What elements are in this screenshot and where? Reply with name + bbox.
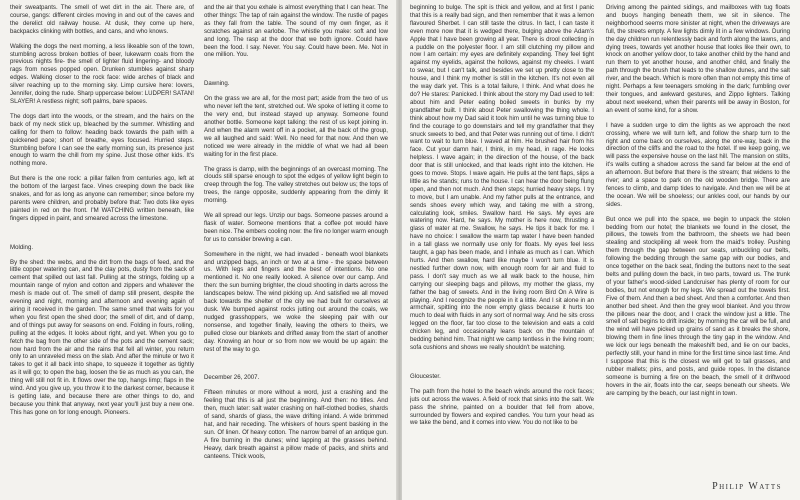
text-column-1	[10, 4, 194, 424]
paragraph: But once we pull into the space, we begin to unpack the stolen bedding from our hotel; the blankets we found in the closet, the pillows, the towels from the bathroom, the sheets we had been stealing and stockpiling all week from the maid's trolley. Pushing them through the gap between our seats, unbuckling our belts, following the bedding through the same gap with our bodies, and once together on the back seat, finding the buttons next to the seat belts and pulling down the back, in two parts, toward us. The trunk of your father's wood-sided Landcruiser has plenty of room for our bodies, but not enough for my legs. We spread out the towels first. Five of them. And then a bed sheet. And then a comforter. And then another bed sheet. And then the grey wool blanket. And you throw the pillows near the door, and I crack the window just a little. The smell of salt begins to drift inside; by morning the car will be full, and the wind will have picked up grains of sand as it breaks the shore, blowing them in fine lines through the tiny gap in the window. And we kick our legs beneath the makeshift bed, and lie on our backs, perfectly still, your hand in mine for the first time since last time. And I suppose that this is the closest we will get to tall grasses, and rubber mallets; pins, and posts, and guide ropes. In the distance someone is burning a fire on the beach, the smell of it driftwood hovers in the air, floats into the car, seeps beneath our sheets. We are camping by the beach, our last night in town.	[606, 215, 790, 397]
author-footer: Philip Watts	[712, 481, 782, 492]
paragraph: The dogs dart into the woods, or the stream, and the hairs on the back of my neck stick up, bleached by the summer. Whistling and calling for them to follow: heading back towards the path with a quickened pace; short of breathe, eyes focused. Hurried steps. Stumbling before I can see the early morning sun, its presence just enough to warm the chill from my spine. Just those other kids. It's nothing more.	[10, 112, 194, 168]
left-page	[0, 0, 398, 500]
paragraph: December 26, 2007.	[204, 374, 260, 382]
paragraph: On the grass we are all, for the most part; aside from the two of us who never left the tent, stretched out. We spoke of letting it come to the very end, but instead stayed up anyway. Someone found another bottle. Someone kept talking: the rest of us kept joining in. And when the alarm went off in a pocket, all the back of the group, we all laughed and said: Well. No need for that now. And then we noticed we were already in the middle of what we had all been waiting for in the first place.	[204, 95, 388, 158]
paragraph: I have a sudden urge to dim the lights as we approach the next crossing, where we will turn left, and follow the sharp turn to the right and come back on ourselves, along the one-way, back in the direction of the cliffs and the road to the hotel. If we keep going, we will pass the expensive house on the last hill. The mansion on stilts, it's walls cutting a shadow across the sand far below at the end of an afternoon. But before that there is the stream; that widens to the river; and a space to park on the old wooden bridge. There are fences to climb, and damp tides to navigate. And then we will be at the ocean. We will be shoeless; our ankles cool, our hands by our sides.	[606, 121, 790, 208]
paragraph: Dawning.	[204, 80, 230, 88]
text-column-3	[410, 4, 594, 434]
paragraph: The path from the hotel to the beach winds around the rock faces; juts out across the waves. A field of rock that sinks into the salt. We pass the shrine, painted on a boulder that fell from above, surrounded by flowers and expired candles. You turn your head as we take the bend, and it comes into view. You do not like to be	[410, 387, 594, 427]
paragraph: and the air that you exhale is almost everything that I can hear. The other things: The tap of rain against the window. The rustle of pages as they fall from the table. The sound of my own finger, as it scratches against an earlobe. The whistle you make: soft and low and long. The rasp at the door that we both ignore. Could have been the food. I say. Never. You say. Could have been. Me. Not in one million. You.	[204, 4, 388, 59]
paragraph: Fifteen minutes or more without a word, just a crashing and the feeling that this is all just the beginning. And then: no titles. And then, much later: salt water crashing on half-clothed bodies, shards of sand, shards of glass, the wave drifting inland. A wide brimmed hat, and hair receding. The whiskers of hours spent basking in the sun. Of linen. Of heavy cotton. The narrow barrel of an antique gun. A fire burning in the dunes; wind lapping at the grasses behind. Heavy, dark breath against a pillow made of packs, and shirts and canteens. Thick wools,	[204, 389, 388, 460]
paragraph	[204, 66, 388, 73]
right-page	[402, 0, 800, 500]
paragraph: Somewhere in the night, we had invaded - beneath wool blankets and unzipped bags, an inch or two at a time - the space between us. With legs and fingers and the best of intentions. No one mentioned it. No one really looked. A silence over our camp. And then: the sun burning brighter, the cloud shooting in darts across the landscapes below. The wind picking up. And satisfied we all moved back towards the shelter of the city we had built for ourselves at dusk. We bumped against rocks jutting out around the coals, we nudged grasshoppers, we woke the sleeping pair with our nonsense, and together finally, leaving the others to theirs, we pulled close our blankets and drifted away from the start of another day. Knowing an hour or so from now we would be up again: the rest of the way to go.	[204, 250, 388, 353]
text-column-2	[204, 4, 388, 468]
paragraph: Molding.	[10, 243, 34, 251]
paragraph	[10, 230, 194, 237]
paragraph	[410, 359, 594, 366]
text-column-4	[606, 4, 790, 405]
paragraph	[204, 360, 388, 367]
paragraph: The grass is damp, with the beginnings of an overcast morning. The clouds still sparse enough to spot the edges of yellow light begin to creep through the fog. The valley stretches out below us; the tops of trees, the range opposite, suddenly appearing from the dimly lit morning.	[204, 165, 388, 205]
paragraph: But there is the one rock: a pillar fallen from centuries ago, left at the bottom of the largest face. Vines creeping down the back like snakes, and for as long as anyone can remember; since before my parents were children, and probably before that: Two dots like eyes painted in red on the front. I'M WATCHING written beneath, like fingers dipped in paint, and smeared across the limestone.	[10, 175, 194, 222]
paragraph: By the shed: the webs, and the dirt from the bags of feed, and the little copper watering can, and the clay pots, dusty from the sack of cement that spilled out last fall. Pulling at the strings, folding up a mountain range of nylon and cotton and zippers and whatever the mesh is made out of. The smell of damp still present, despite the evening and night, morning and afternoon and evening again of airing it received in the garden. The same smell that waits for you when you first open the shed door; the smell of dirt, and of damp, and of things put away for seasons on end. Folding in fours, rolling, pulling at the edges. It looks about right, and yet. When you go to fetch the bag from the other side of the pots and the cement sack; now hard from the air and the rains that fell all winter, you return only to an unraveled mess on the slab. And after the minute or two it takes to get it all back into shape, to squeeze it together as tightly as it will go; to open the bag, loosen the tie as much as you can, the thing will still not fit in. It flows over the top, hangs limp; flaps in the wind. And you give up, you throw it to the darkest corner, because it is getting late, and because there are other things to do, and because you think that anyway, next year you'll just buy a new one. This has gone on for long enough. Pioneers.	[10, 258, 194, 416]
paragraph: beginning to bulge. The spit is thick and yellow, and at first I panic that this is a really bad sign, and then remember that it was a lemon flavoured Sherbet. I can still taste the citrus. In fact, I can taste it even more now that it is wedged there, bulging above the Adam's Apple that I have been growing all year. There is drool collecting in a puddle on the polyester floor. I am still clutching my pillow and now I am certain: my eyes are definitely expanding. They feel tight against my eyelids, against the hollows, against my cheeks. I want to swear, but I can't talk, and besides we set up pretty close to the house, and I think my mother is still in the kitchen. It's not even all the way dark yet. This is a total failure, I think. And what does he do? He stares: Panicked. I think about the story my Dad used to tell: about him and Peter eating boiled sweets in bunks by my grandfather built. I think about Peter swallowing the thing whole. I think about how my Dad said it took him until he was turning blue to find the courage to go downstairs and tell my grandfather that they snuck sweets to bed, and that Peter was running out of time. I didn't want to wait to turn blue. I waved at him. He brushed hair from his face. Cut your damn hair, I think, in my head, in rage. He looks helpless. I wave again; in the direction of the house, of the back door that is still unlocked, and that leads right into the kitchen. He goes to move. Stops. I wave again. He pulls at the tent flaps, slips a little as he stands; runs to the house. I can hear the door being flung open, and then not much. And then steps; hurried heavy steps. I try to move, but I am unable. And my father pulls at the entrance, and sends shoes every which way, and taking me with a strong, calculating look, smiles. Swallow hard. He says. My eyes are watering now. Hard, he says. My mother is here now, thrusting a glass of water at me. Swallow, he says. He tips it back for me. I have no choice: I swallow the warm tap water I have been handed in a tall glass we normally use only for floats. My eyes feel less taught, a gap has been made, and I inhale as much as I can. Which hurts. And then swallow, hard like maybe I won't turn blue. It is nestled further down now, with enough room for air and fluid to pass. I don't say much as we all walk back to the house, him carrying our sleeping bags and pillows, my mother the glass, my father the bag of sweets. And in the living room Bird On A Wire is playing. And I recognize the people in it a little. And I sit alone in an armchair, spitting into the now empty glass because it hurts too much to deal with fluids in any sort of normal way. And he sits cross legged on the floor, far too close to the television and eats a cold chicken leg, and occasionally leans back on the mountain of bedding behind him. That night we camp tentless in the living room; sofa cushions and shows we really shouldn't be watching.	[410, 4, 594, 351]
paragraph: Walking the dogs the next morning, a less likeable son of the town, stumbling across broken bottles of beer, lukewarm coals from the previous nights fire- the smell of lighter fluid lingering- and bloody rags from noses popped open. Drunken stumbles against sharp edges. Walking closer to the rock face: wide arches of black and silver reaching up to the morning sky. Limp cursive here: lovers, Jennifer, doing the rude. Sharp uppercase below: LUDPER! SATAN! SLAYER! A restless night; soft palms, bare spaces.	[10, 42, 194, 105]
paragraph: Driving among the painted sidings, and mailboxes with tug floats and buoys hanging beneath them, we sit in silence. The neighborhood seems more sinister at night, when the driveways are full, the streets empty. A few lights dimly lit in a few windows. During the day children run relentlessly back and forth along the lawns, and dying trees, towards yet another house that looks like their own, to knock on another yellow door, to take another child by the hand and run them to yet another house, and another child, and finally the path through the brush that leads to the shallow dunes, and the salt river, and the beach. Which is more often than not empty this time of night. Perhaps a few teenagers smoking in the dark; fumbling over their tongues, and awkward gestures, and Zippo lighters. Talking about next weekend, when their parents will be away in Boston, for an event of some kind, for a show.	[606, 4, 790, 114]
paragraph: We all spread our legs. Unzip our bags. Someone passes around a flask of water. Someone mentions that a coffee pot would have been nice. The embers cooling now: the fire no longer warm enough for us to consider brewing a can.	[204, 212, 388, 243]
paragraph: Gloucester.	[410, 372, 441, 380]
paragraph: their sweatpants. The smell of wet dirt in the air. There are, of course, gangs: different circles moving in and out of the caves and the derelict old railway house. At dusk, they come up here, backpacks clinking with bottles, and cans, and who knows.	[10, 4, 194, 35]
